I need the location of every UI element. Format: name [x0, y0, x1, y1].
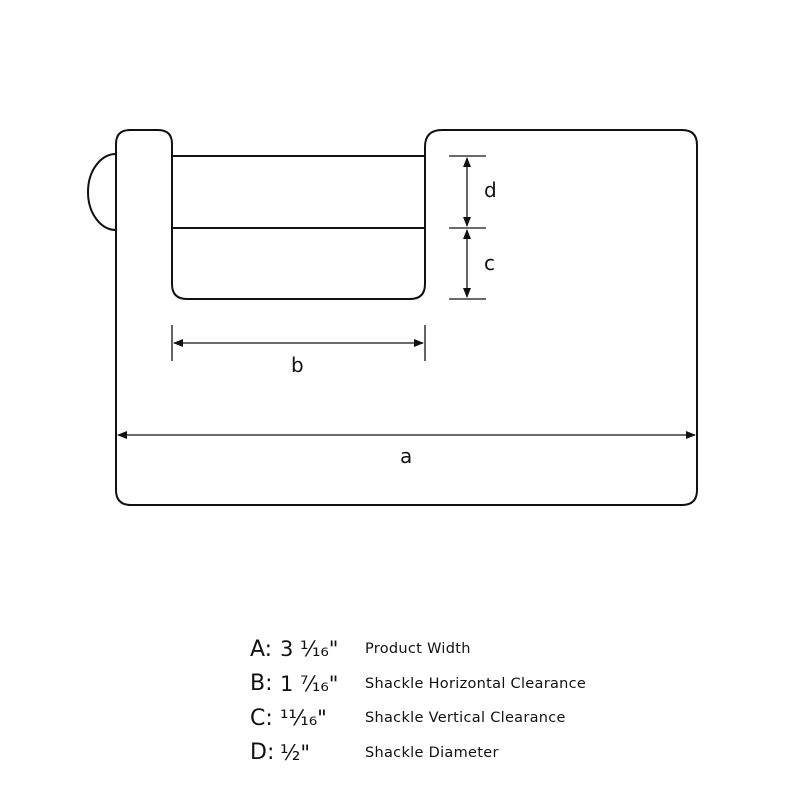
spec-description: Shackle Vertical Clearance: [365, 710, 566, 727]
spec-value: 1 ⁷⁄₁₆": [280, 671, 339, 696]
spec-key: B:: [250, 671, 273, 697]
spec-key: C:: [250, 705, 273, 731]
dimension-d-label: d: [484, 178, 497, 202]
dimension-a-label: a: [400, 444, 413, 468]
spec-key: A:: [250, 636, 273, 662]
lock-cylinder-bump: [88, 154, 116, 230]
spec-value: ¹¹⁄₁₆": [280, 706, 327, 731]
dimension-spec-list: [250, 632, 586, 770]
spec-description: Product Width: [365, 641, 471, 658]
spec-row-c: [250, 701, 586, 736]
spec-value: 3 ¹⁄₁₆": [280, 637, 339, 662]
dimension-b-label: b: [291, 353, 304, 377]
spec-row-b: [250, 667, 586, 702]
spec-row-d: [250, 736, 586, 771]
spec-row-a: [250, 632, 586, 667]
spec-description: Shackle Diameter: [365, 744, 499, 761]
spec-description: Shackle Horizontal Clearance: [365, 675, 587, 692]
dimension-c-label: c: [484, 251, 495, 275]
spec-key: D:: [250, 740, 275, 766]
spec-value: ½": [280, 740, 311, 765]
